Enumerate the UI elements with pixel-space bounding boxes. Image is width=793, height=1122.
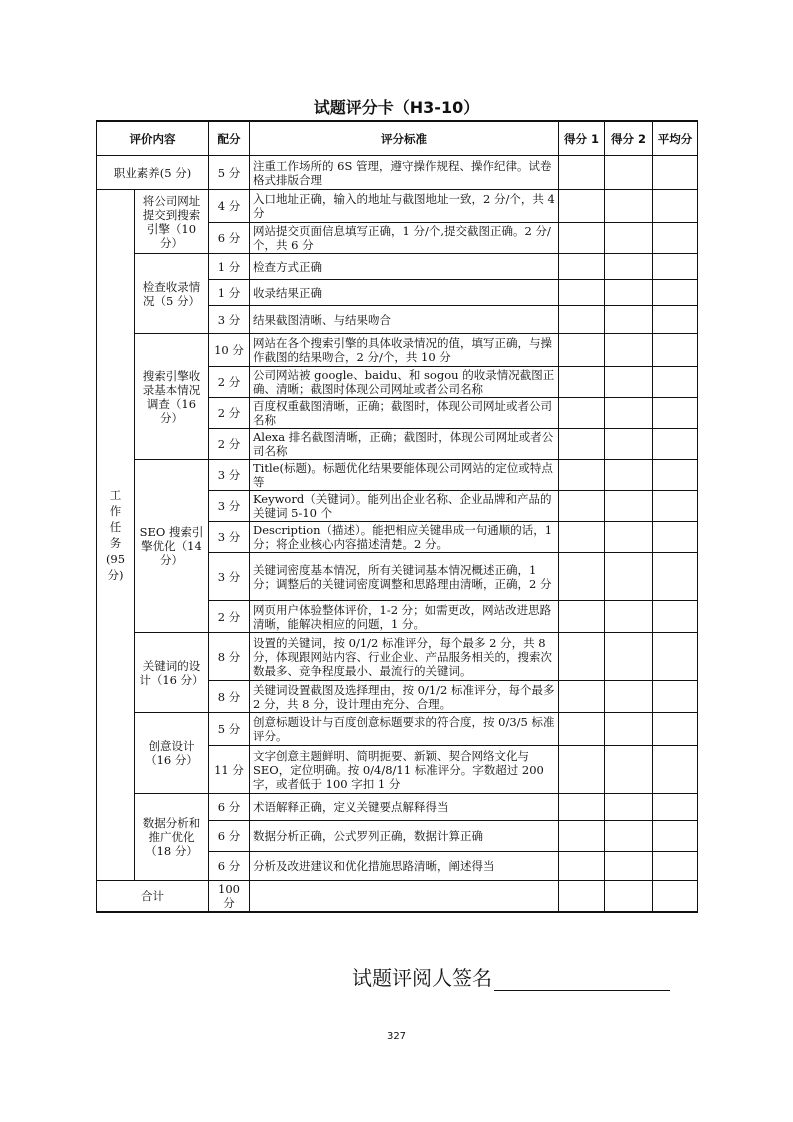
- item-criteria: Title(标题)。标题优化结果要能体现公司网站的定位或特点等: [250, 460, 559, 491]
- item-points: 2 分: [209, 601, 250, 633]
- score2-cell[interactable]: [605, 190, 653, 223]
- score1-cell[interactable]: [559, 306, 605, 334]
- score2-cell[interactable]: [605, 746, 653, 794]
- score2-cell[interactable]: [605, 713, 653, 746]
- signature-area: [352, 962, 670, 991]
- item-criteria: 百度权重截图清晰，正确；截图时，体现公司网址或者公司名称: [250, 398, 559, 429]
- criteria-row: [97, 190, 698, 223]
- average-cell[interactable]: [653, 852, 698, 881]
- item-criteria: Alexa 排名截图清晰，正确；截图时，体现公司网址或者公司名称: [250, 429, 559, 460]
- score2-cell[interactable]: [605, 254, 653, 280]
- score2-cell[interactable]: [605, 367, 653, 398]
- average-cell[interactable]: [653, 601, 698, 633]
- score2-cell[interactable]: [605, 553, 653, 601]
- header-row: [97, 121, 698, 156]
- header-score2: 得分 2: [605, 121, 653, 156]
- item-points: 3 分: [209, 460, 250, 491]
- average-cell[interactable]: [653, 746, 698, 794]
- score1-cell[interactable]: [559, 460, 605, 491]
- average-cell[interactable]: [653, 280, 698, 306]
- total-criteria-cell: [250, 881, 559, 913]
- score-card-table: [96, 120, 698, 913]
- item-points: 10 分: [209, 334, 250, 367]
- task-label-char: 工: [109, 488, 122, 502]
- item-criteria: Keyword（关键词）。能列出企业名称、企业品牌和产品的关键词 5-10 个: [250, 491, 559, 522]
- header-points: 配分: [209, 121, 250, 156]
- item-criteria: 创意标题设计与百度创意标题要求的符合度，按 0/3/5 标准评分。: [250, 713, 559, 746]
- sub-task-label: SEO 搜索引擎优化（14 分）: [135, 460, 209, 633]
- score1-cell[interactable]: [559, 852, 605, 881]
- item-points: 2 分: [209, 429, 250, 460]
- sub-task-label: 数据分析和推广优化（18 分）: [135, 794, 209, 881]
- score1-cell[interactable]: [559, 601, 605, 633]
- average-cell[interactable]: [653, 491, 698, 522]
- item-criteria: 设置的关键词，按 0/1/2 标准评分，每个最多 2 分，共 8 分，体现跟网站内容、行业企业、产品服务相关的，搜索次数最多、竞争程度最小、最流行的关键词。: [250, 633, 559, 681]
- criteria-row: [97, 633, 698, 681]
- average-cell[interactable]: [653, 398, 698, 429]
- criteria-row: [97, 334, 698, 367]
- sub-task-label: 将公司网址提交到搜索引擎（10 分）: [135, 190, 209, 254]
- task-label-char: 任: [109, 520, 122, 534]
- average-cell[interactable]: [653, 681, 698, 713]
- average-cell[interactable]: [653, 190, 698, 223]
- task-section-label: [97, 190, 135, 881]
- item-points: 3 分: [209, 491, 250, 522]
- item-criteria: 术语解释正确，定义关键要点解释得当: [250, 794, 559, 821]
- professional-label: 职业素养(5 分): [97, 156, 209, 190]
- score2-cell[interactable]: [605, 223, 653, 254]
- total-row: [97, 881, 698, 913]
- item-points: 3 分: [209, 522, 250, 553]
- professional-row: [97, 156, 698, 190]
- score2-cell[interactable]: [605, 156, 653, 190]
- average-cell[interactable]: [653, 429, 698, 460]
- average-cell[interactable]: [653, 254, 698, 280]
- score1-cell[interactable]: [559, 280, 605, 306]
- item-points: 2 分: [209, 398, 250, 429]
- score2-cell[interactable]: [605, 334, 653, 367]
- average-cell[interactable]: [653, 794, 698, 821]
- criteria-row: [97, 713, 698, 746]
- document-title: 试题评分卡（H3-10）: [313, 98, 480, 117]
- item-points: 8 分: [209, 681, 250, 713]
- average-cell[interactable]: [653, 553, 698, 601]
- average-cell[interactable]: [653, 633, 698, 681]
- sub-task-label: 检查收录情况（5 分）: [135, 254, 209, 334]
- average-cell[interactable]: [653, 522, 698, 553]
- score2-cell[interactable]: [605, 821, 653, 852]
- score1-cell[interactable]: [559, 522, 605, 553]
- header-content: 评价内容: [97, 121, 209, 156]
- page-number: 327: [386, 1031, 407, 1042]
- item-points: 4 分: [209, 190, 250, 223]
- criteria-row: [97, 460, 698, 491]
- item-criteria: 分析及改进建议和优化措施思路清晰，阐述得当: [250, 852, 559, 881]
- item-criteria: 数据分析正确，公式罗列正确，数据计算正确: [250, 821, 559, 852]
- item-points: 3 分: [209, 553, 250, 601]
- criteria-row: [97, 794, 698, 821]
- score2-cell[interactable]: [605, 280, 653, 306]
- score2-cell[interactable]: [605, 601, 653, 633]
- header-average: 平均分: [653, 121, 698, 156]
- item-criteria: 网站提交页面信息填写正确，1 分/个,提交截图正确。2 分/个，共 6 分: [250, 223, 559, 254]
- professional-criteria: 注重工作场所的 6S 管理，遵守操作规程、操作纪律。试卷格式排版合理: [250, 156, 559, 190]
- professional-points: 5 分: [209, 156, 250, 190]
- item-points: 6 分: [209, 223, 250, 254]
- score2-cell[interactable]: [605, 794, 653, 821]
- item-points: 11 分: [209, 746, 250, 794]
- score1-cell[interactable]: [559, 254, 605, 280]
- item-points: 6 分: [209, 821, 250, 852]
- item-points: 6 分: [209, 794, 250, 821]
- item-points: 8 分: [209, 633, 250, 681]
- average-cell[interactable]: [653, 713, 698, 746]
- item-points: 1 分: [209, 254, 250, 280]
- item-points: 6 分: [209, 852, 250, 881]
- average-cell[interactable]: [653, 460, 698, 491]
- score1-cell[interactable]: [559, 821, 605, 852]
- item-criteria: 结果截图清晰、与结果吻合: [250, 306, 559, 334]
- score1-cell[interactable]: [559, 881, 605, 913]
- item-criteria: 网页用户体验整体评价，1-2 分；如需更改，网站改进思路清晰，能解决相应的问题，1 分。: [250, 601, 559, 633]
- score2-cell[interactable]: [605, 852, 653, 881]
- score2-cell[interactable]: [605, 633, 653, 681]
- sub-task-label: 搜索引擎收录基本情况调查（16 分）: [135, 334, 209, 460]
- item-criteria: 文字创意主题鲜明、简明扼要、新颖、契合网络文化与 SEO，定位明确。按 0/4/8/11 标准评分。字数超过 200 字，或者低于 100 字扣 1 分: [250, 746, 559, 794]
- item-criteria: Description（描述）。能把相应关键串成一句通顺的话，1 分；将企业核心内容描述清楚。2 分。: [250, 522, 559, 553]
- task-label-char: 分): [107, 568, 124, 582]
- score2-cell[interactable]: [605, 491, 653, 522]
- criteria-row: [97, 254, 698, 280]
- score2-cell[interactable]: [605, 398, 653, 429]
- header-criteria: 评分标准: [250, 121, 559, 156]
- header-score1: 得分 1: [559, 121, 605, 156]
- signature-label: 试题评阅人签名: [352, 966, 492, 990]
- score1-cell[interactable]: [559, 794, 605, 821]
- score1-cell[interactable]: [559, 681, 605, 713]
- score2-cell[interactable]: [605, 460, 653, 491]
- item-points: 5 分: [209, 713, 250, 746]
- score1-cell[interactable]: [559, 156, 605, 190]
- item-points: 2 分: [209, 367, 250, 398]
- average-cell[interactable]: [653, 306, 698, 334]
- score2-cell[interactable]: [605, 881, 653, 913]
- total-points: 100 分: [209, 881, 250, 913]
- score2-cell[interactable]: [605, 306, 653, 334]
- score2-cell[interactable]: [605, 681, 653, 713]
- item-criteria: 收录结果正确: [250, 280, 559, 306]
- item-criteria: 关键词设置截图及选择理由，按 0/1/2 标准评分，每个最多 2 分，共 8 分，设计理由充分、合理。: [250, 681, 559, 713]
- average-cell[interactable]: [653, 334, 698, 367]
- score1-cell[interactable]: [559, 429, 605, 460]
- average-cell[interactable]: [653, 821, 698, 852]
- item-criteria: 检查方式正确: [250, 254, 559, 280]
- item-points: 1 分: [209, 280, 250, 306]
- task-label-char: (95: [105, 552, 126, 566]
- average-cell[interactable]: [653, 223, 698, 254]
- score1-cell[interactable]: [559, 633, 605, 681]
- sub-task-label: 关键词的设计（16 分）: [135, 633, 209, 713]
- sub-task-label: 创意设计（16 分）: [135, 713, 209, 794]
- score1-cell[interactable]: [559, 190, 605, 223]
- task-label-char: 务: [109, 536, 122, 550]
- average-cell[interactable]: [653, 156, 698, 190]
- task-label-char: 作: [109, 504, 122, 518]
- average-cell[interactable]: [653, 367, 698, 398]
- item-points: 3 分: [209, 306, 250, 334]
- total-label: 合计: [97, 881, 209, 913]
- score2-cell[interactable]: [605, 429, 653, 460]
- score2-cell[interactable]: [605, 522, 653, 553]
- item-criteria: 公司网站被 google、baidu、和 sogou 的收录情况截图正确、清晰；截图时体现公司网址或者公司名称: [250, 367, 559, 398]
- average-cell[interactable]: [653, 881, 698, 913]
- item-criteria: 网站在各个搜索引擎的具体收录情况的值，填写正确，与操作截图的结果吻合，2 分/个，共 10 分: [250, 334, 559, 367]
- score1-cell[interactable]: [559, 334, 605, 367]
- signature-line[interactable]: [494, 970, 670, 991]
- score1-cell[interactable]: [559, 713, 605, 746]
- item-criteria: 入口地址正确，输入的地址与截图地址一致，2 分/个，共 4 分: [250, 190, 559, 223]
- score1-cell[interactable]: [559, 553, 605, 601]
- item-criteria: 关键词密度基本情况，所有关键词基本情况概述正确，1 分；调整后的关键词密度调整和思路理由清晰，正确，2 分: [250, 553, 559, 601]
- score1-cell[interactable]: [559, 398, 605, 429]
- score1-cell[interactable]: [559, 491, 605, 522]
- score1-cell[interactable]: [559, 367, 605, 398]
- score1-cell[interactable]: [559, 746, 605, 794]
- score1-cell[interactable]: [559, 223, 605, 254]
